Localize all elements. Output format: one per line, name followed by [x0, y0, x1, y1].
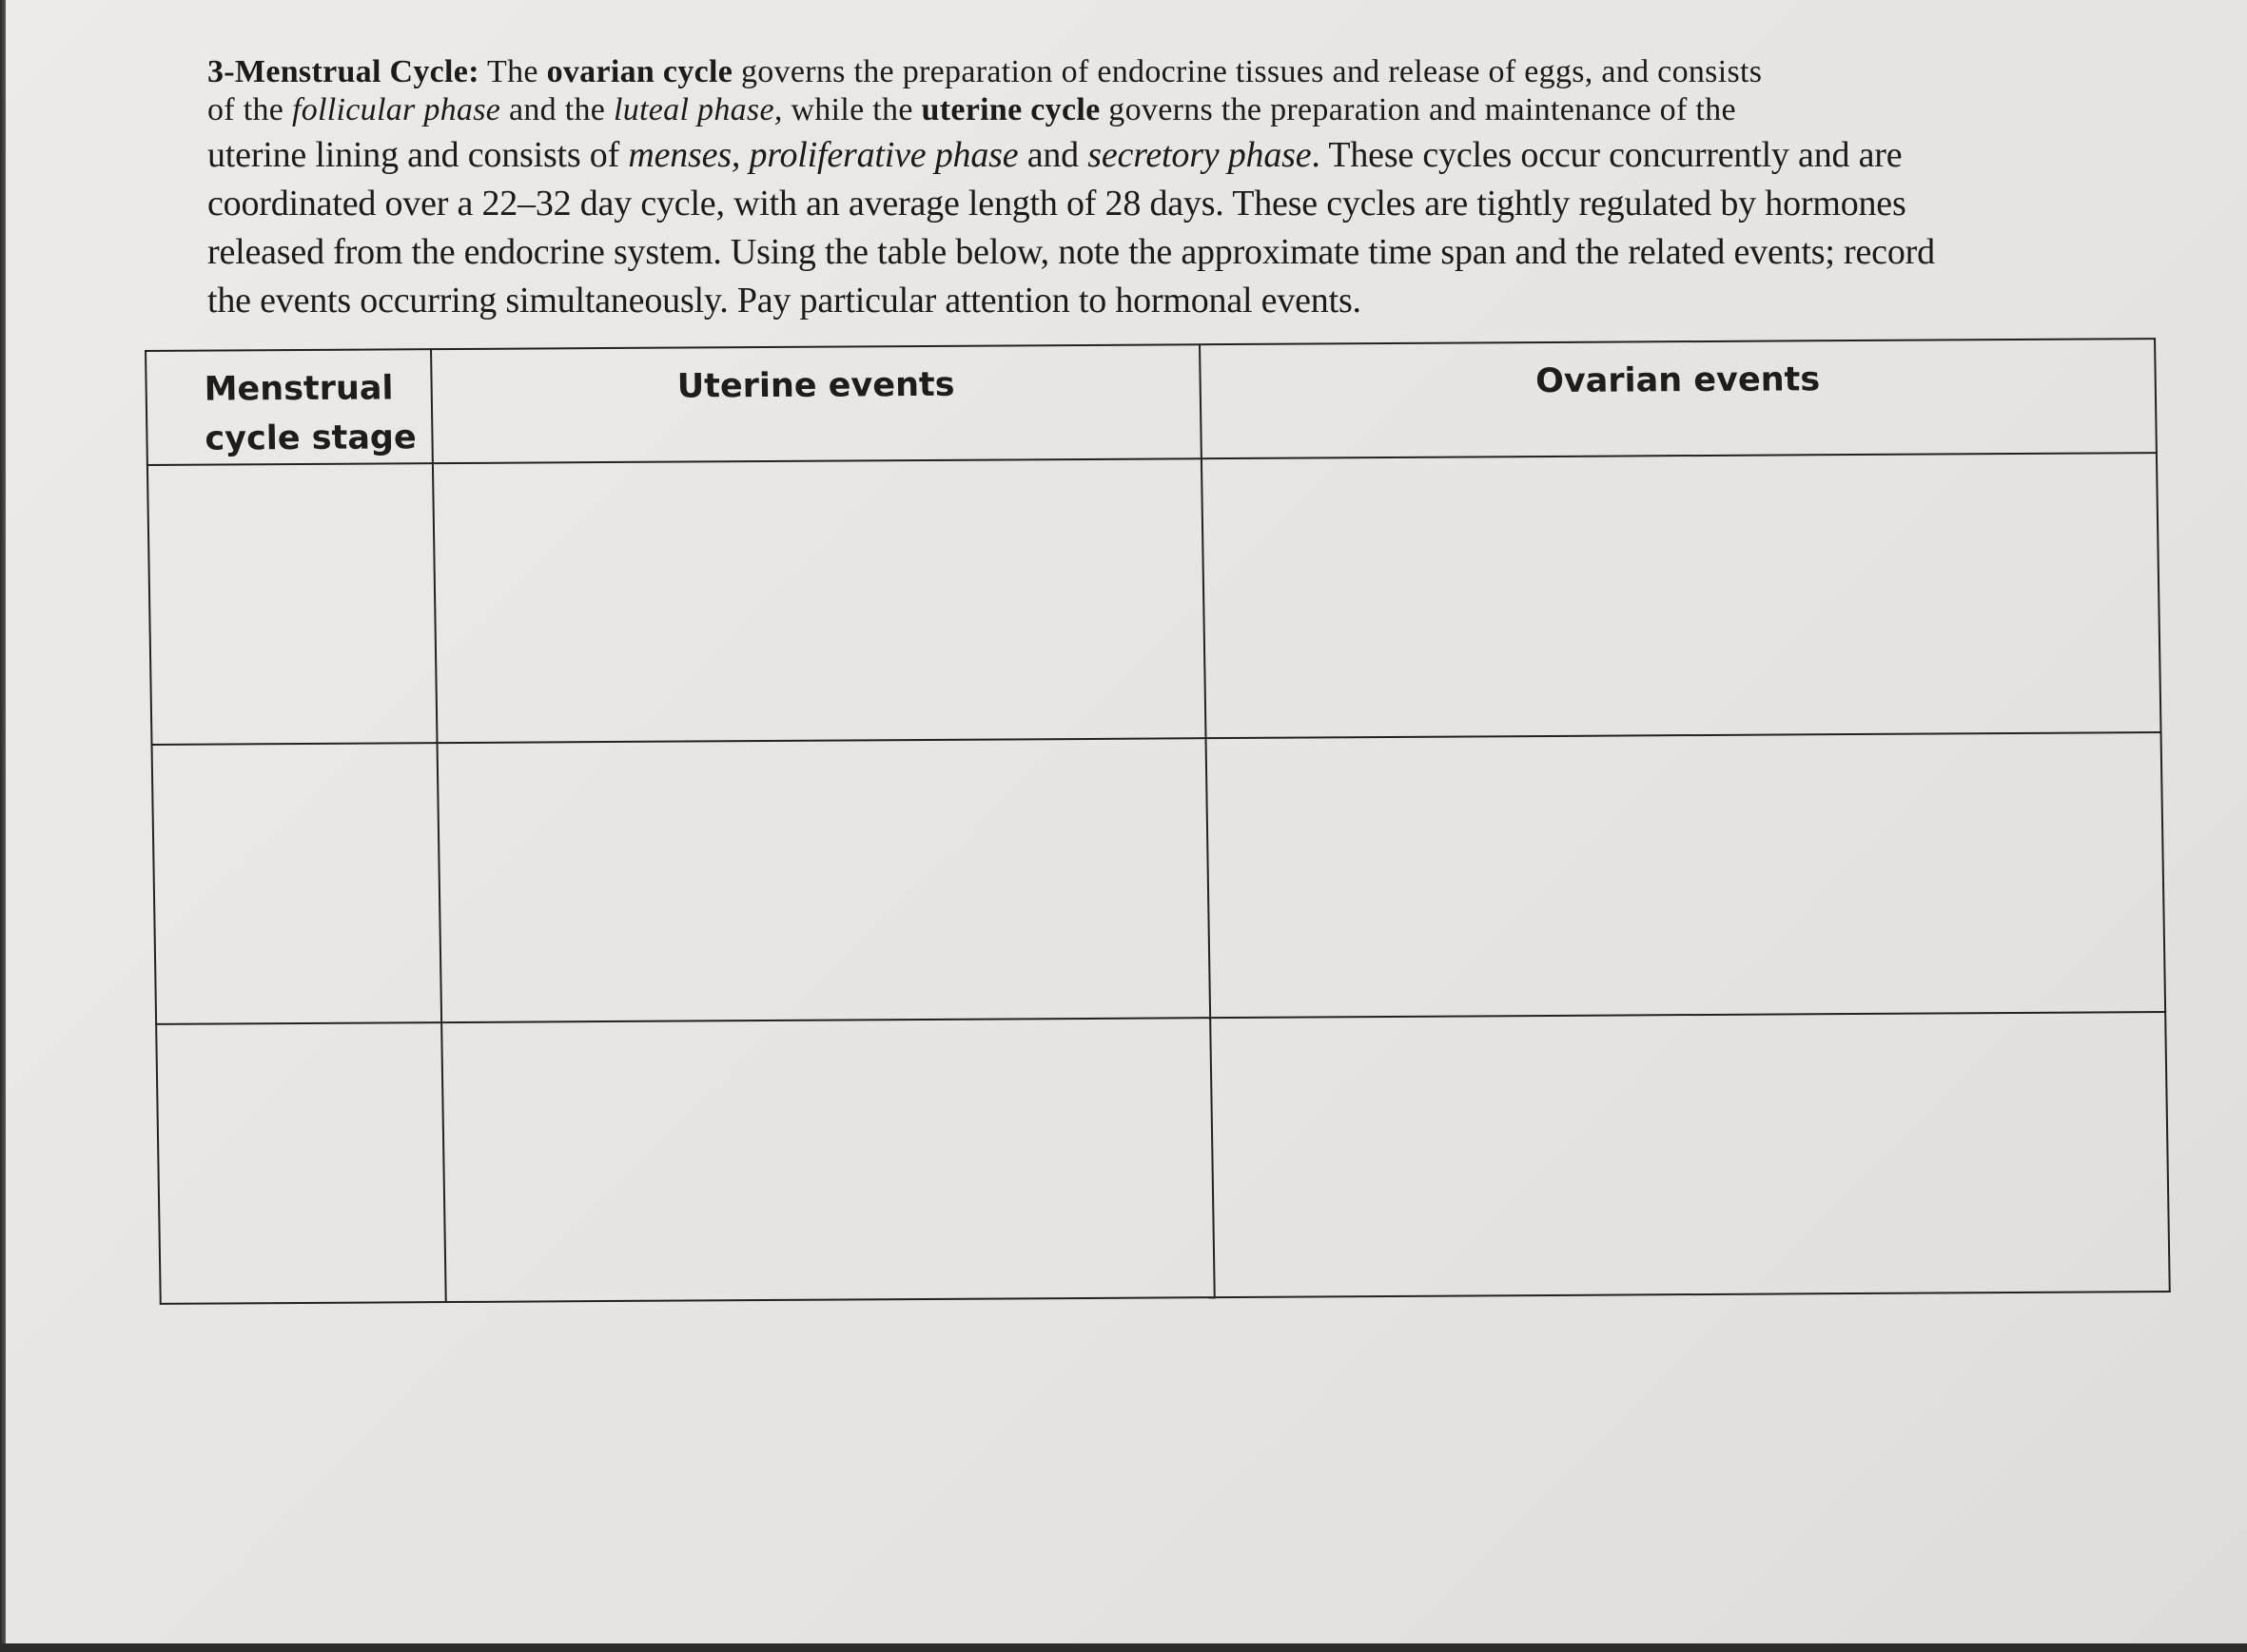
menstrual-cycle-table: [145, 338, 2171, 1305]
term-ovarian-cycle: ovarian cycle: [546, 54, 733, 89]
intro-text: governs the preparation and maintenance of the: [1100, 92, 1736, 127]
instructions-paragraph: [207, 53, 2072, 325]
intro-text: of the: [207, 92, 292, 127]
cell-uterine-2[interactable]: [438, 738, 1211, 1022]
cell-ovarian-2[interactable]: [1206, 732, 2166, 1018]
term-luteal-phase: luteal phase,: [613, 92, 783, 127]
header-stage-line-1: Menstrual: [204, 369, 394, 409]
header-stage-line-2: cycle stage: [205, 418, 417, 458]
table-header-row: [146, 339, 2157, 465]
intro-text: while the: [782, 92, 922, 127]
cell-uterine-3[interactable]: [441, 1018, 1215, 1302]
header-uterine-events: Uterine events: [431, 344, 1202, 463]
header-menstrual-cycle-stage: [146, 349, 433, 465]
term-menses-proliferative: menses, proliferative phase: [628, 135, 1019, 175]
intro-text: and: [1018, 135, 1088, 175]
table-row: [156, 1012, 2170, 1304]
intro-text: uterine lining and consists of: [207, 135, 629, 175]
intro-line-5: released from the endocrine system. Using the table below, note the approximate time span and the related events; record: [207, 232, 1935, 272]
cell-ovarian-1[interactable]: [1202, 453, 2161, 738]
intro-text: The: [479, 54, 547, 89]
intro-text: governs the preparation of endocrine tissues and release of eggs, and consists: [733, 54, 1763, 89]
cell-ovarian-3[interactable]: [1210, 1012, 2170, 1297]
cell-stage-3[interactable]: [156, 1022, 446, 1304]
intro-text: and the: [500, 92, 614, 127]
table-row: [152, 732, 2166, 1024]
term-secretory-phase: secretory phase: [1087, 135, 1312, 175]
intro-line-1: [207, 53, 2072, 91]
cell-uterine-1[interactable]: [433, 458, 1206, 743]
intro-text: . These cycles occur concurrently and are: [1311, 135, 1903, 175]
intro-line-3: [207, 131, 2072, 180]
section-heading: 3-Menstrual Cycle:: [207, 54, 479, 89]
header-ovarian-events: Ovarian events: [1200, 339, 2157, 458]
cell-stage-1[interactable]: [147, 463, 438, 745]
table-row: [147, 453, 2161, 745]
intro-line-6: the events occurring simultaneously. Pay particular attention to hormonal events.: [207, 281, 1361, 321]
intro-line-2: [207, 91, 2072, 129]
term-uterine-cycle: uterine cycle: [921, 92, 1101, 127]
cell-stage-2[interactable]: [152, 743, 442, 1024]
intro-line-4: coordinated over a 22–32 day cycle, with an average length of 28 days. These cycles are tightly regulated by hormones: [207, 184, 1906, 224]
photo-bottom-shadow: [0, 1643, 2247, 1652]
term-follicular-phase: follicular phase: [291, 92, 501, 127]
